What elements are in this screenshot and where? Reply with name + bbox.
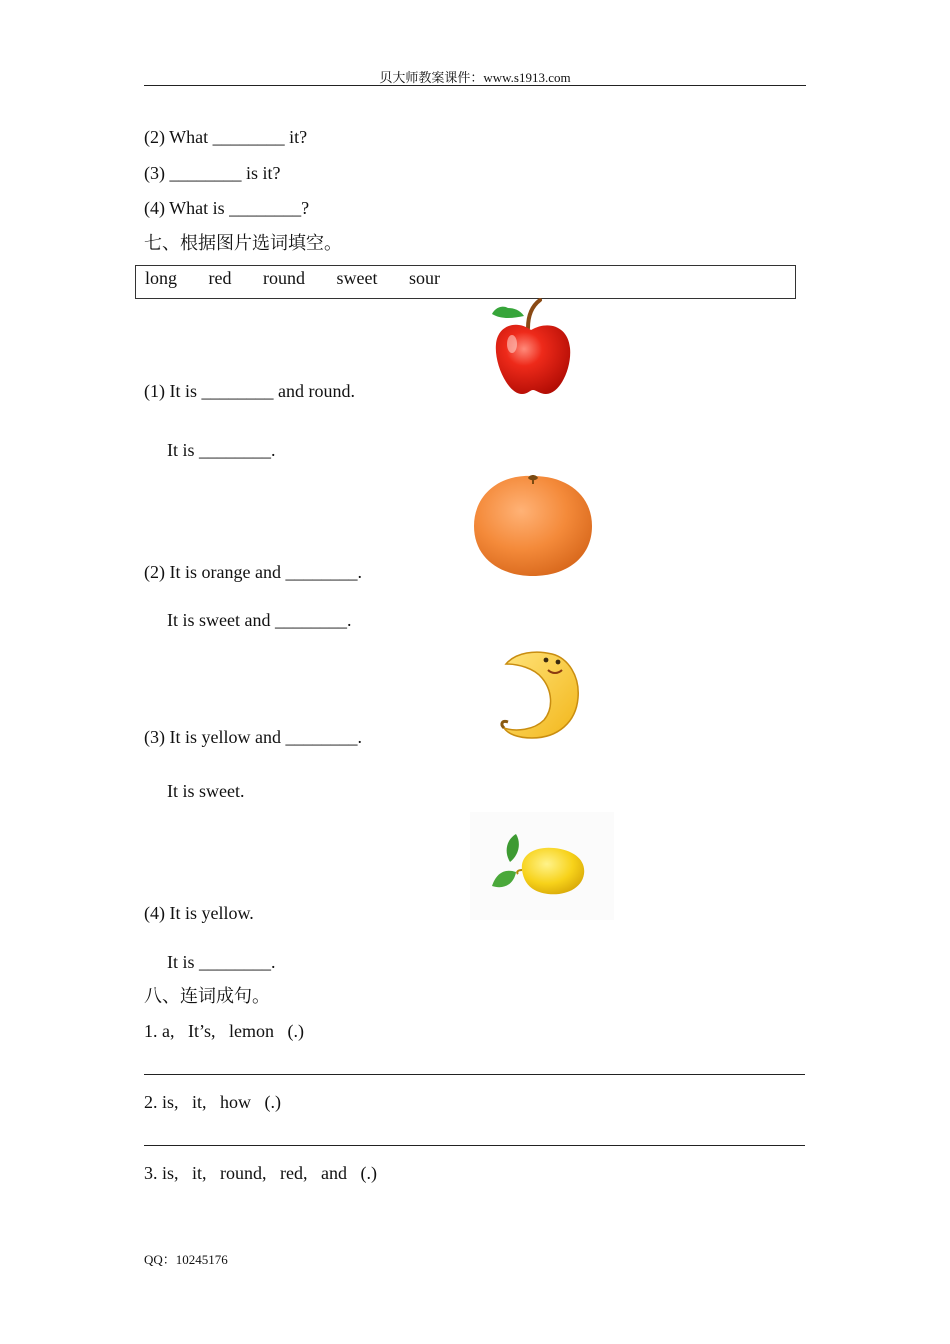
question-3: (3) ________ is it? bbox=[144, 163, 281, 183]
sentence-2: 2. is, it, how (.) bbox=[144, 1092, 281, 1112]
word-bank: long red round sweet sour bbox=[145, 268, 440, 288]
item4-line2: It is ________. bbox=[167, 952, 276, 972]
section8-title: 八、连词成句。 bbox=[144, 986, 270, 1006]
item2-line2: It is sweet and ________. bbox=[167, 610, 352, 630]
banana-image bbox=[496, 646, 582, 740]
orange-image bbox=[470, 470, 596, 578]
question-2: (2) What ________ it? bbox=[144, 127, 308, 147]
answer-line-2 bbox=[144, 1145, 805, 1146]
question-4: (4) What is ________? bbox=[144, 198, 310, 218]
item3-line1: (3) It is yellow and ________. bbox=[144, 727, 362, 747]
item2-line1: (2) It is orange and ________. bbox=[144, 562, 362, 582]
lemon-image bbox=[470, 812, 614, 920]
item4-line1: (4) It is yellow. bbox=[144, 903, 254, 923]
item1-line2: It is ________. bbox=[167, 440, 276, 460]
sentence-1: 1. a, It’s, lemon (.) bbox=[144, 1021, 304, 1041]
apple-image bbox=[488, 298, 574, 398]
item1-line1: (1) It is ________ and round. bbox=[144, 381, 355, 401]
sentence-3: 3. is, it, round, red, and (.) bbox=[144, 1163, 377, 1183]
footer-qq: QQ：10245176 bbox=[144, 1252, 228, 1267]
item3-line2: It is sweet. bbox=[167, 781, 245, 801]
word-bank-box bbox=[135, 265, 796, 299]
answer-line-1 bbox=[144, 1074, 805, 1075]
header-divider bbox=[144, 85, 806, 86]
section7-title: 七、根据图片选词填空。 bbox=[144, 233, 342, 253]
page-header-text: 贝大师教案课件：www.s1913.com bbox=[379, 70, 571, 85]
